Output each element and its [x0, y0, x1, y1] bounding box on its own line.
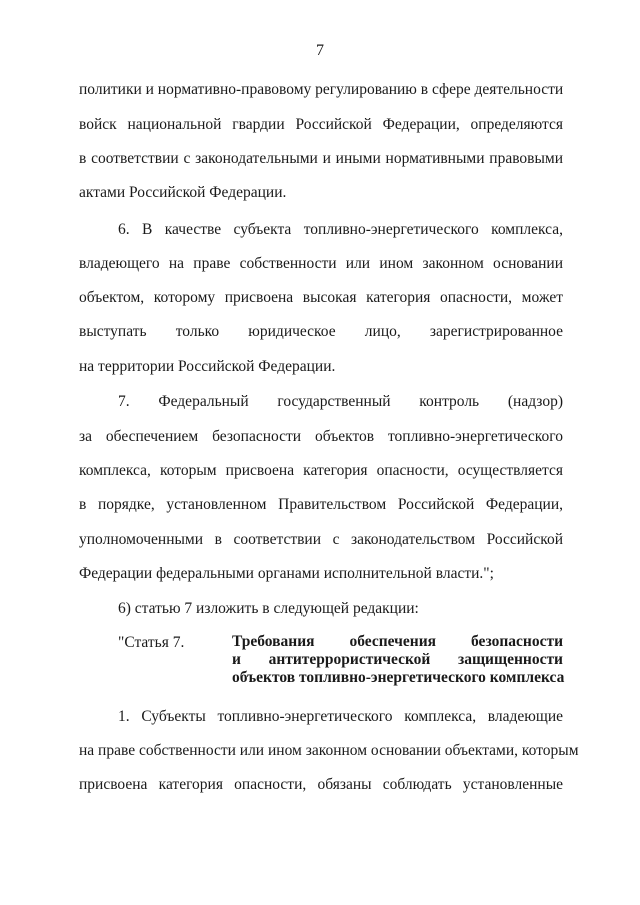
text-line: на территории Российской Федерации. — [79, 358, 336, 375]
text-line: актами Российской Федерации. — [79, 184, 287, 201]
article-paragraph-1-first-line: 1. Субъекты топливно-энергетического комплекса, владеющие — [118, 708, 563, 725]
text-line: владеющего на праве собственности или ином законном основании — [79, 255, 563, 272]
text-line: войск национальной гвардии Российской Федерации, определяются — [79, 116, 563, 133]
text-line: Федерации федеральными органами исполнительной власти."; — [79, 565, 494, 582]
text-line: объектом, которому присвоена высокая категория опасности, может — [79, 289, 563, 306]
article-title-line: и антитеррористической защищенности — [232, 651, 563, 668]
text-line: выступать только юридическое лицо, зарегистрированное — [79, 323, 563, 340]
text-line: за обеспечением безопасности объектов топливно-энергетического — [79, 428, 563, 445]
page-number: 7 — [316, 42, 324, 59]
paragraph-6-first-line: 6. В качестве субъекта топливно-энергетического комплекса, — [118, 221, 563, 238]
paragraph-7-first-line: 7. Федеральный государственный контроль (надзор) — [118, 393, 563, 410]
amendment-line: 6) статью 7 изложить в следующей редакции: — [118, 600, 419, 617]
article-title — [232, 633, 563, 687]
text-line: политики и нормативно-правовому регулированию в сфере деятельности — [79, 81, 564, 98]
article-title-line: Требования обеспечения безопасности — [232, 633, 563, 650]
text-line: комплекса, которым присвоена категория опасности, осуществляется — [79, 462, 563, 479]
text-line: в порядке, установленном Правительством Российской Федерации, — [79, 496, 563, 513]
text-line: на праве собственности или ином законном основании объектами, которым — [79, 742, 579, 759]
text-line: в соответствии с законодательными и иными нормативными правовыми — [79, 150, 563, 167]
article-title-line: объектов топливно-энергетического комплекса — [232, 669, 565, 686]
article-label: "Статья 7. — [118, 634, 185, 651]
text-line: присвоена категория опасности, обязаны соблюдать установленные — [79, 776, 563, 793]
text-line: уполномоченными в соответствии с законодательством Российской — [79, 531, 563, 548]
